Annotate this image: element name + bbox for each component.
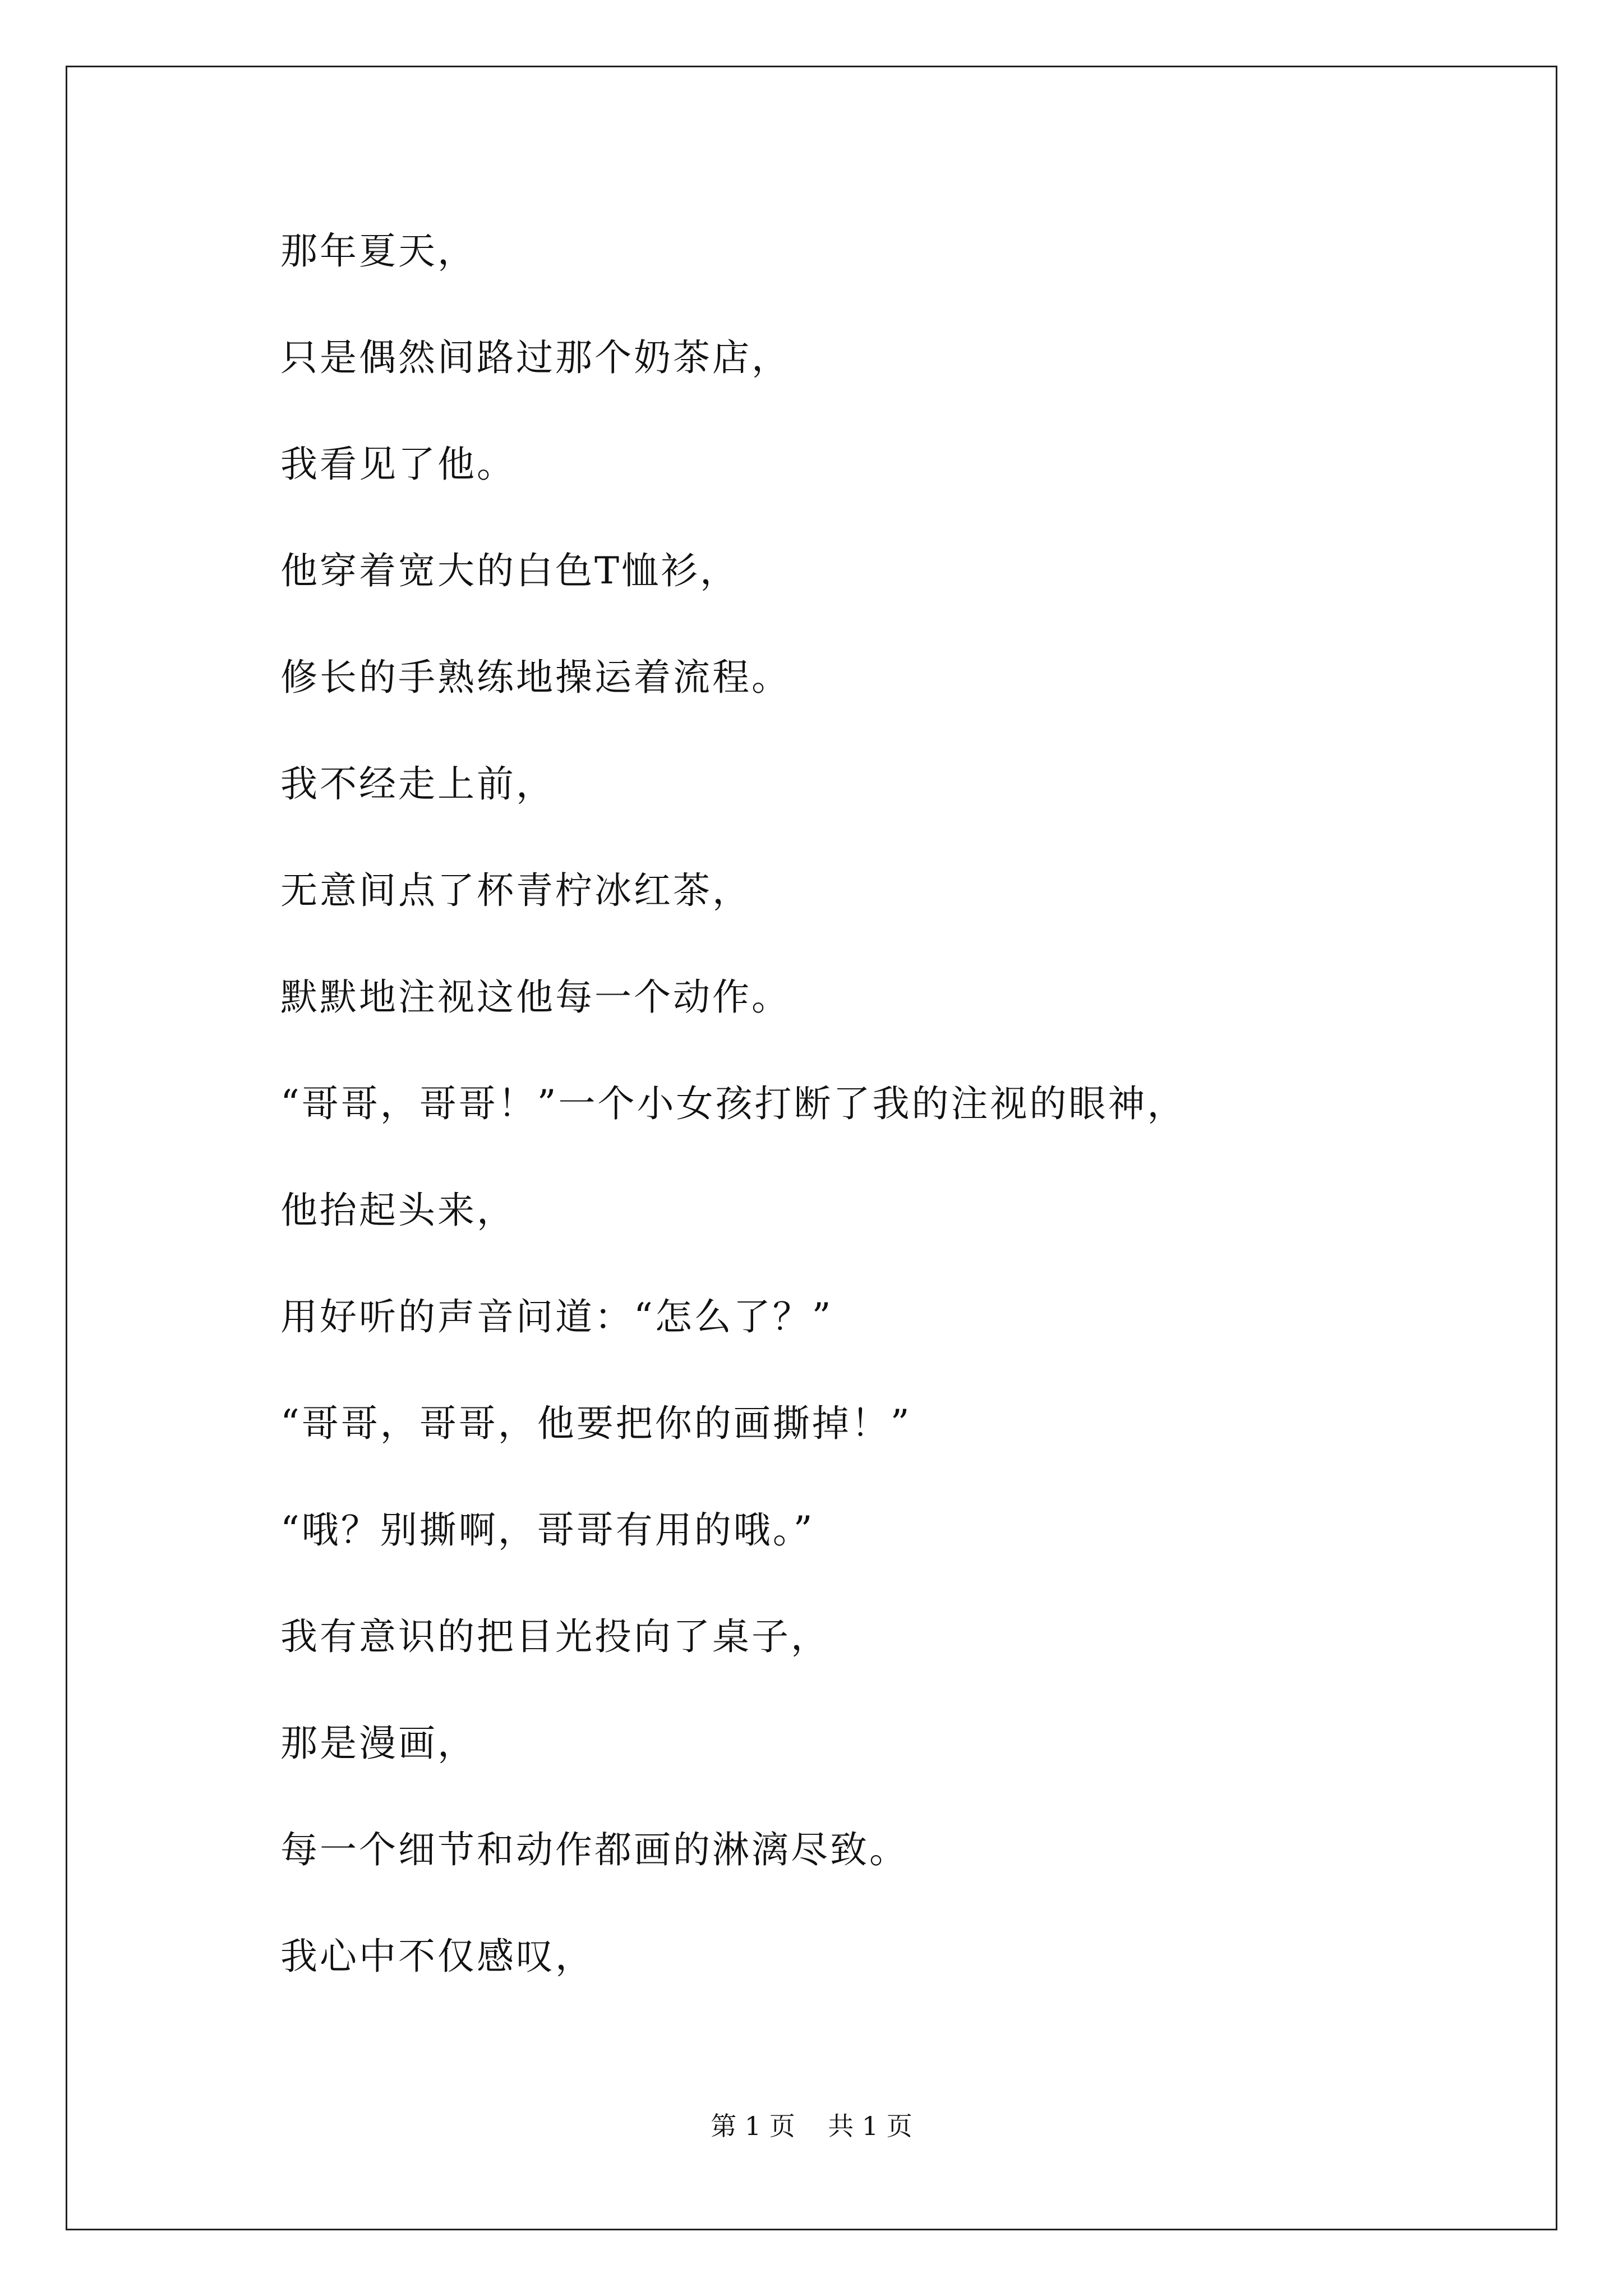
text-line: 那年夏天， [280,229,477,273]
text-line: 每一个细节和动作都画的淋漓尽致。 [280,1828,909,1871]
text-line: 用好听的声音问道：“怎么了？” [280,1295,833,1338]
text-line: 我不经走上前， [280,762,555,806]
document-body [280,223,1514,2035]
text-line: 只是偶然间路过那个奶茶店， [280,336,791,379]
text-line: 我看见了他。 [280,443,516,486]
text-line: 那是漫画， [280,1722,477,1765]
text-line: 他抬起头来， [280,1189,516,1232]
text-line: 他穿着宽大的白色T恤衫， [280,549,740,592]
text-line: 修长的手熟练地操运着流程。 [280,656,791,699]
text-line: 我心中不仅感叹， [280,1935,594,1978]
text-line: 默默地注视这他每一个动作。 [280,976,791,1019]
text-line: “哥哥，哥哥，他要把你的画撕掉！” [280,1402,912,1445]
page-number-footer: 第 1 页 共 1 页 [711,2111,912,2141]
text-line: 无意间点了杯青柠冰红茶， [280,869,751,912]
text-line: 我有意识的把目光投向了桌子， [280,1615,830,1658]
text-line: “哦？别撕啊，哥哥有用的哦。” [280,1508,815,1552]
text-line: “哥哥，哥哥！”一个小女孩打断了我的注视的眼神， [280,1082,1187,1125]
